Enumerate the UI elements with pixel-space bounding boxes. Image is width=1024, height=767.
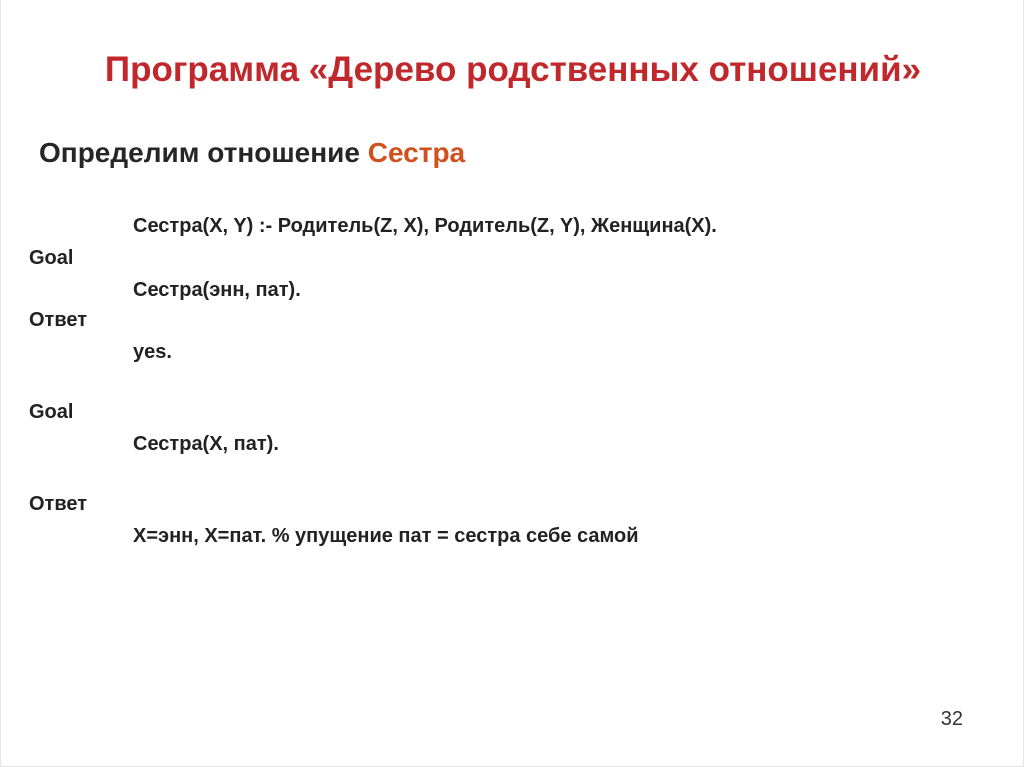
subtitle-accent: Сестра	[367, 137, 466, 168]
slide-subtitle	[39, 133, 465, 173]
subtitle-prefix: Определим отношение	[39, 137, 368, 168]
goal-query-2: Сестра(X, пат).	[133, 433, 279, 455]
rule-definition: Сестра(X, Y) :- Родитель(Z, X), Родитель(Z, Y), Женщина(X).	[133, 215, 717, 237]
slide-title: Программа «Дерево родственных отношений»	[104, 50, 922, 89]
goal-query-1: Сестра(энн, пат).	[133, 279, 301, 301]
page-number: 32	[940, 708, 963, 730]
answer-label-2: Ответ	[29, 493, 88, 515]
goal-label-1: Goal	[29, 247, 74, 269]
answer-value-2: X=энн, X=пат. % упущение пат = сестра себе самой	[133, 525, 639, 547]
goal-label-2: Goal	[29, 401, 74, 423]
answer-value-1: yes.	[133, 341, 172, 363]
answer-label-1: Ответ	[29, 309, 88, 331]
